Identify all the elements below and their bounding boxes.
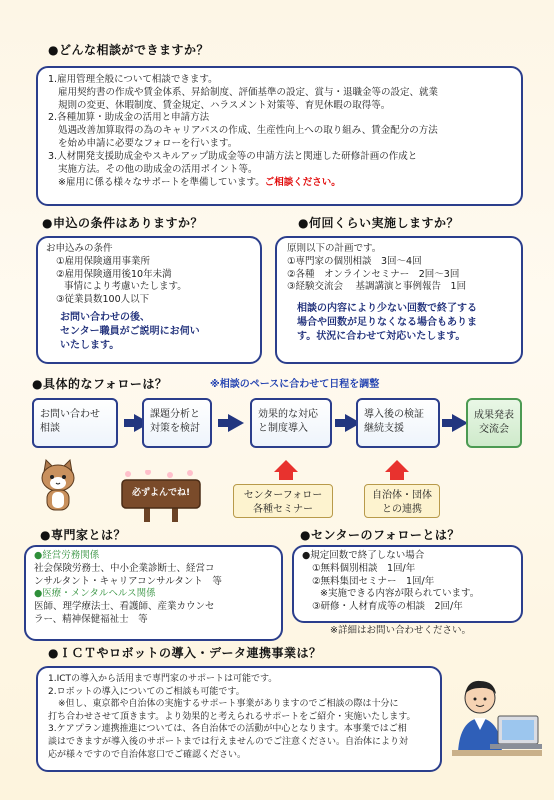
center-follow-box — [292, 545, 523, 623]
consultation-line: 処遇改善加算取得の為のキャリアパスの作成、生産性向上への取り組み、賃金配分の方法 — [58, 125, 438, 137]
flow-step-verification — [356, 398, 440, 448]
center-follow-line: ①無料個別相談 1回/年 — [312, 562, 416, 574]
conditions-box — [36, 236, 262, 364]
consultation-line: 1.雇用管理全般について相談できます。 — [48, 74, 218, 85]
consultation-line: を始め申請に必要なフォローを行います。 — [58, 138, 238, 150]
consultation-line: 規則の変更、休暇制度、賃金規定、ハラスメント対策等、育児休暇の取得等。 — [58, 99, 391, 111]
frequency-note-line: す。状況に合わせて対応いたします。 — [297, 331, 466, 343]
frequency-line: ③経験交流会 基調講演と事例報告 1回 — [287, 281, 467, 293]
flow-step-text: と制度導入 — [258, 423, 308, 434]
expert-line: ラー、精神保健福祉士 等 — [34, 614, 148, 626]
consult-cta: ご相談ください。 — [264, 176, 341, 188]
conditions-line: ②雇用保険適用後10年未満 — [56, 268, 172, 280]
section-heading-experts: ●専門家とは？ — [40, 528, 126, 542]
ict-box — [36, 666, 442, 772]
support-text: との連携 — [382, 504, 422, 515]
frequency-note — [287, 302, 511, 344]
up-arrow-icon — [385, 460, 409, 472]
conditions-note — [46, 311, 252, 353]
ict-line: 応が様々ですので自治体窓口でご確認ください。 — [48, 749, 247, 760]
ict-line: 打ち合わせさせて頂きます。より効果的と考えられるサポートをご紹介・実施いたします。 — [48, 711, 416, 722]
section-heading-ict: ●ＩＣＴやロボットの導入・データ連携事業は？ — [48, 646, 322, 660]
consultation-line: 実施方法。その他の助成金の活用ポイント等。 — [58, 163, 258, 175]
experts-box — [24, 545, 283, 641]
conditions-note-line: センター職員がご説明にお伺い — [60, 326, 200, 338]
frequency-line: ①専門家の個別相談 3回～4回 — [287, 255, 422, 267]
flow-step-text: 継続支援 — [364, 423, 404, 434]
support-note: ※雇用に係る様々なサポートを準備しています。 — [58, 176, 265, 188]
details-footnote: ※詳細はお問い合わせください。 — [330, 625, 471, 636]
ict-line: 2.ロボットの導入についてのご相談も可能です。 — [48, 686, 245, 697]
support-text: 自治体・団体 — [372, 490, 432, 501]
flow-step-text: 対策を検討 — [150, 423, 200, 434]
frequency-line: 原則以下の計画です。 — [287, 243, 382, 254]
expert-line: 医師、理学療法士、看護師、産業カウンセ — [34, 601, 215, 613]
schedule-note: ※相談のペースに合わせて日程を調整 — [210, 379, 380, 390]
center-follow-line: ●規定回数で終了しない場合 — [302, 550, 425, 561]
flow-arrow-icon — [228, 414, 244, 432]
support-municipal — [364, 484, 440, 518]
flow-step-text: 交流会 — [479, 424, 509, 435]
up-arrow-icon — [274, 460, 298, 472]
person-computer-icon — [452, 672, 542, 764]
consultation-line — [48, 177, 511, 190]
conditions-line: ①雇用保険適用事業所 — [56, 255, 151, 267]
conditions-line: 事情により考慮いたします。 — [64, 281, 187, 293]
sign-text: 必ずよんでね! — [131, 488, 191, 498]
cat-illustration-icon — [38, 458, 78, 514]
center-follow-line: ※実施できる内容が限られています。 — [320, 588, 480, 600]
flow-step-text: 課題分析と — [150, 409, 200, 420]
flow-step-presentation — [466, 398, 522, 448]
ict-line: ※但し、東京都や自治体の実施するサポート事業がありますのでご相談の際は十分に — [58, 699, 399, 710]
consultation-line: 2.各種加算・助成金の活用と申請方法 — [48, 112, 210, 124]
consultation-box — [36, 66, 523, 206]
consultation-line: 3.人材開発支援助成金やスキルアップ助成金等の申請方法と関連した研修計画の作成と — [48, 150, 418, 162]
section-heading-follow: ●具体的なフォローは？ — [32, 377, 168, 391]
conditions-note-line: いたします。 — [60, 340, 120, 352]
flow-step-text: お問い合わせ — [40, 409, 100, 420]
ict-line: 談はできますが導入後のサポートまでは行えませんのでご注意ください。自治体により対 — [48, 736, 409, 747]
expert-category: ●医療・メンタルヘルス関係 — [34, 588, 156, 600]
section-heading-conditions: ●申込の条件はありますか？ — [42, 216, 203, 230]
flow-step-analysis — [142, 398, 212, 448]
flow-step-text: 導入後の検証 — [364, 409, 424, 420]
support-center-follow — [233, 484, 333, 518]
frequency-box — [275, 236, 523, 364]
frequency-note-line: 場合や回数が足りなくなる場合もありま — [297, 317, 477, 329]
ict-line: 3.ケアプラン連携推進については、各自治体での活動が中心となります。本事業ではご相 — [48, 724, 407, 735]
section-heading-center-follow: ●センターのフォローとは？ — [300, 528, 460, 542]
section-heading-frequency: ●何回くらい実施しますか？ — [298, 216, 459, 230]
support-text: 各種セミナー — [253, 504, 313, 515]
frequency-note-line: 相談の内容により少ない回数で終了する — [297, 303, 477, 315]
conditions-line: ③従業員数100人以下 — [56, 294, 150, 306]
ict-line: 1.ICTの導入から活用まで専門家のサポートは可能です。 — [48, 674, 278, 684]
section-heading-consultation: ●どんな相談ができますか？ — [48, 43, 209, 57]
expert-line: ンサルタント・キャリアコンサルタント 等 — [34, 575, 222, 587]
center-follow-line: ③研修・人材育成等の相談 2回/年 — [312, 601, 463, 613]
flow-step-text: 成果発表 — [474, 410, 514, 421]
support-text: センターフォロー — [243, 490, 323, 501]
conditions-note-line: お問い合わせの後、 — [60, 312, 150, 324]
frequency-line: ②各種 オンラインセミナー 2回～3回 — [287, 268, 460, 280]
expert-category: ●経営労務関係 — [34, 550, 100, 561]
flow-step-introduction — [250, 398, 332, 448]
center-follow-line: ②無料集団セミナー 1回/年 — [312, 575, 435, 587]
flow-step-text: 効果的な対応 — [258, 409, 318, 420]
conditions-line: お申込みの条件 — [46, 243, 113, 254]
flow-step-text: 相談 — [40, 423, 60, 434]
flow-step-inquiry — [32, 398, 118, 448]
expert-line: 社会保険労務士、中小企業診断士、経営コ — [34, 562, 215, 574]
consultation-line: 雇用契約書の作成や賃金体系、昇給制度、評価基準の設定、賞与・退職金等の設定、就業 — [58, 86, 439, 98]
